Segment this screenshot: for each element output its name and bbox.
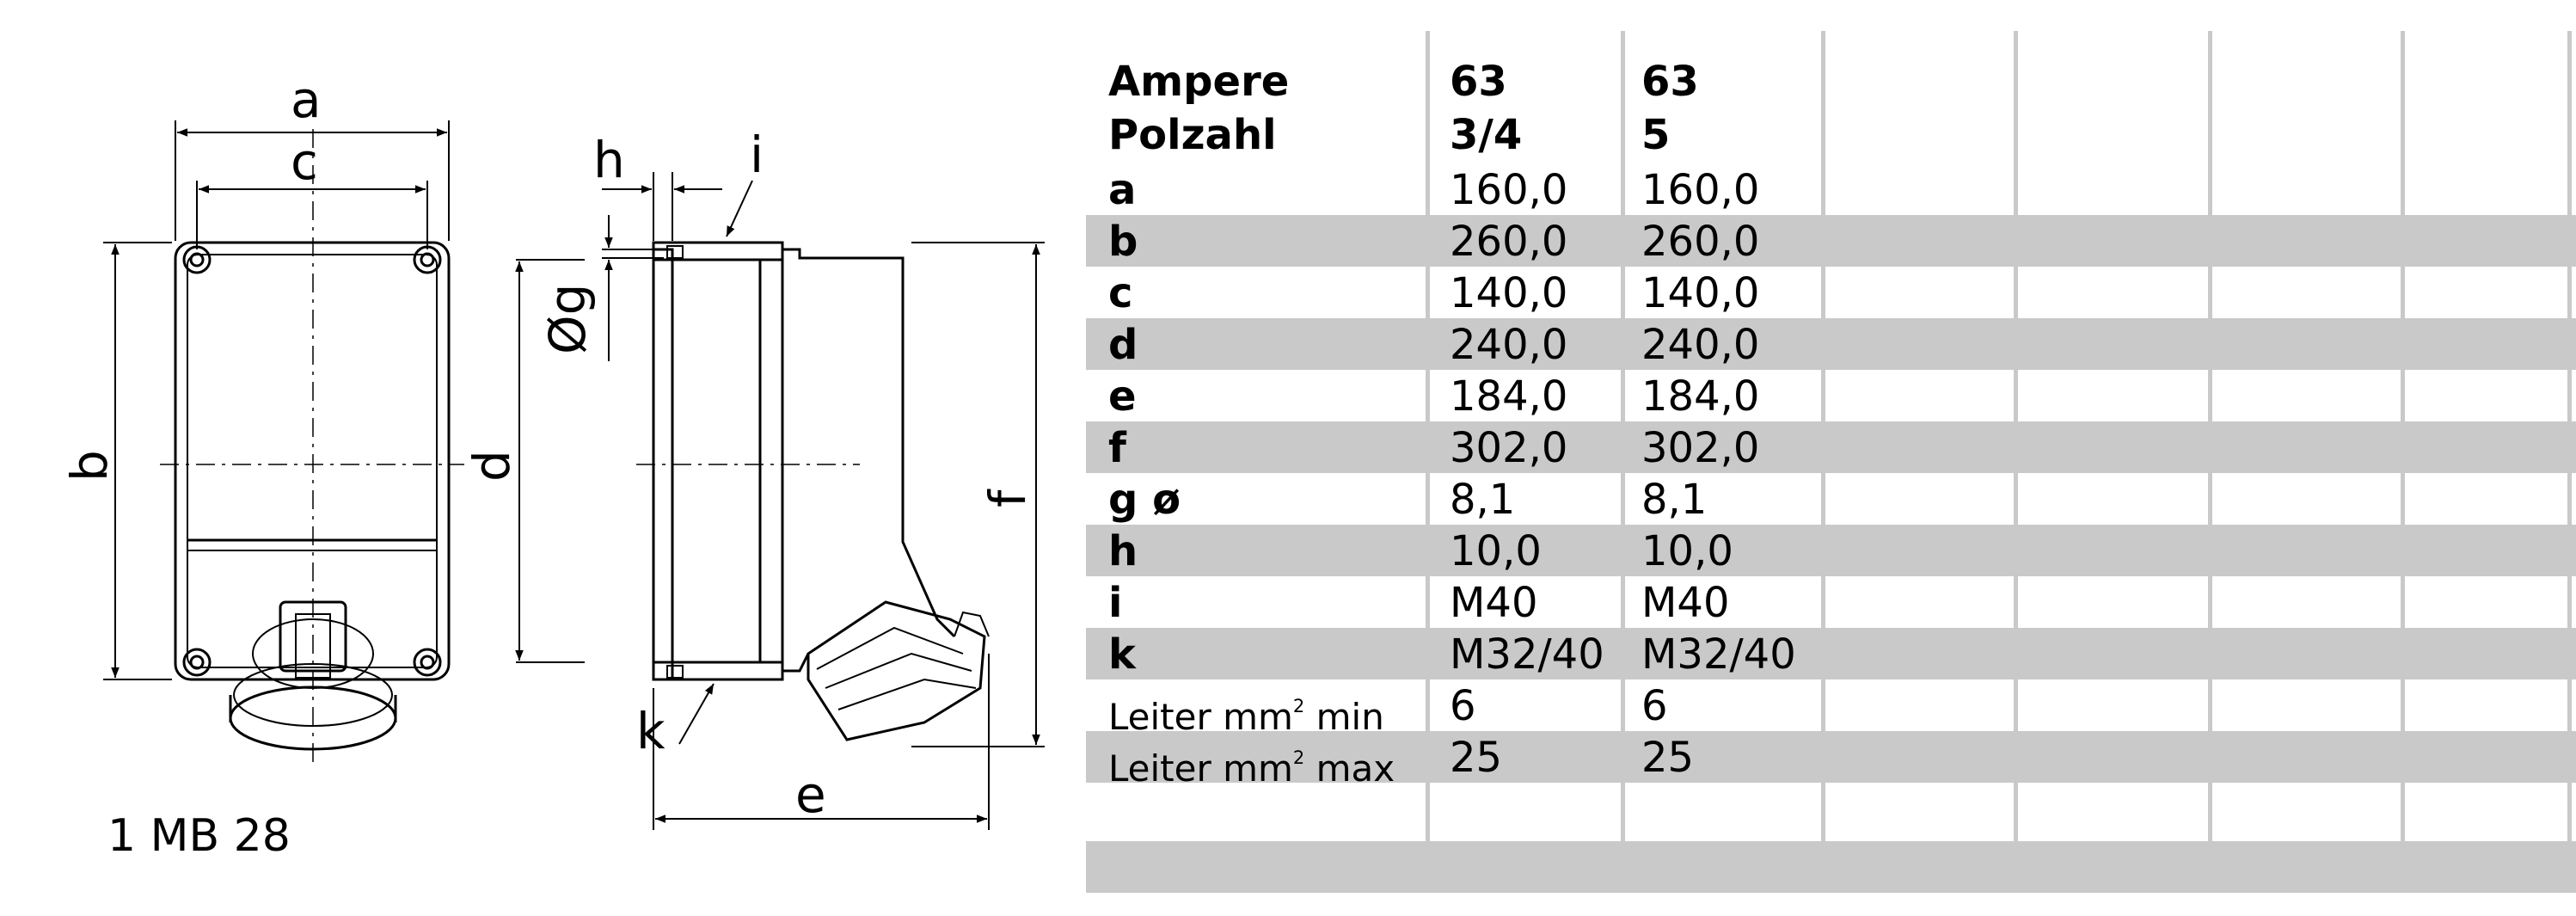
dim-label-k: k <box>636 702 665 760</box>
row-label: Leiter $mm^2$ min <box>1108 695 1384 738</box>
model-code: 1 MB 28 <box>107 810 291 862</box>
row-value-3-4pole: 10,0 <box>1450 527 1542 575</box>
row-value-3-4pole: 6 <box>1450 682 1476 730</box>
table-header-col1 <box>1450 55 1522 162</box>
dim-label-a: a <box>291 71 322 129</box>
table-row-h <box>1086 525 2576 576</box>
column-divider <box>1821 31 1825 893</box>
row-value-5pole: 10,0 <box>1641 527 1733 575</box>
row-label: g ø <box>1108 476 1181 524</box>
row-value-3-4pole: 184,0 <box>1450 372 1568 421</box>
column-divider <box>1426 31 1430 893</box>
table-row-k <box>1086 628 2576 679</box>
row-value-5pole: 260,0 <box>1641 218 1760 266</box>
row-label: c <box>1108 269 1133 317</box>
table-row-e <box>1086 370 2576 421</box>
table-row-empty <box>1086 841 2576 893</box>
row-value-5pole: 6 <box>1641 682 1668 730</box>
row-label: a <box>1108 166 1137 214</box>
column-divider <box>2208 31 2212 893</box>
row-label: d <box>1108 321 1138 369</box>
row-value-3-4pole: 140,0 <box>1450 269 1568 317</box>
dim-label-b: b <box>60 450 119 482</box>
row-value-3-4pole: M40 <box>1450 579 1538 627</box>
header-col1-polzahl: 3/4 <box>1450 111 1523 159</box>
header-col1-ampere: 63 <box>1450 58 1507 106</box>
row-value-5pole: M32/40 <box>1641 630 1796 679</box>
row-value-5pole: M40 <box>1641 579 1730 627</box>
row-value-3-4pole: 25 <box>1450 734 1503 782</box>
column-divider <box>2567 31 2572 893</box>
row-value-5pole: 25 <box>1641 734 1695 782</box>
table-header-col2 <box>1641 55 1699 162</box>
table-row-c <box>1086 267 2576 318</box>
header-ampere: Ampere <box>1108 58 1290 106</box>
row-value-5pole: 8,1 <box>1641 476 1708 524</box>
dim-label-d: d <box>463 450 521 482</box>
table-row-leiter-max <box>1086 731 2576 790</box>
column-divider <box>2401 31 2405 893</box>
row-value-5pole: 160,0 <box>1641 166 1760 214</box>
table-row-g <box>1086 473 2576 525</box>
row-label: k <box>1108 630 1136 679</box>
row-value-3-4pole: 8,1 <box>1450 476 1516 524</box>
dim-label-i: i <box>750 126 764 184</box>
dim-label-g: Øg <box>538 283 597 354</box>
table-row-f <box>1086 421 2576 473</box>
row-value-3-4pole: 240,0 <box>1450 321 1568 369</box>
row-label: h <box>1108 527 1138 575</box>
table-header-label <box>1108 55 1289 162</box>
row-value-3-4pole: M32/40 <box>1450 630 1604 679</box>
row-label: e <box>1108 372 1137 421</box>
row-value-5pole: 184,0 <box>1641 372 1760 421</box>
row-label: b <box>1108 218 1138 266</box>
column-divider <box>1621 31 1625 893</box>
row-label: i <box>1108 579 1123 627</box>
row-value-5pole: 302,0 <box>1641 424 1760 472</box>
row-value-3-4pole: 160,0 <box>1450 166 1568 214</box>
dim-label-c: c <box>291 132 318 191</box>
header-col2-ampere: 63 <box>1641 58 1699 106</box>
table-row-d <box>1086 318 2576 370</box>
table-row-i <box>1086 576 2576 628</box>
row-label: f <box>1108 424 1126 472</box>
row-value-3-4pole: 260,0 <box>1450 218 1568 266</box>
row-value-5pole: 140,0 <box>1641 269 1760 317</box>
row-value-3-4pole: 302,0 <box>1450 424 1568 472</box>
table-row-a <box>1086 163 2576 215</box>
dim-label-f: f <box>978 489 1037 507</box>
table-row-leiter-min <box>1086 679 2576 738</box>
dim-label-e: e <box>795 765 826 824</box>
table-row-b <box>1086 215 2576 267</box>
header-polzahl: Polzahl <box>1108 111 1277 159</box>
header-col2-polzahl: 5 <box>1641 111 1671 159</box>
dim-label-h: h <box>593 131 625 189</box>
column-divider <box>2014 31 2018 893</box>
row-label: Leiter $mm^2$ max <box>1108 747 1395 790</box>
row-value-5pole: 240,0 <box>1641 321 1760 369</box>
